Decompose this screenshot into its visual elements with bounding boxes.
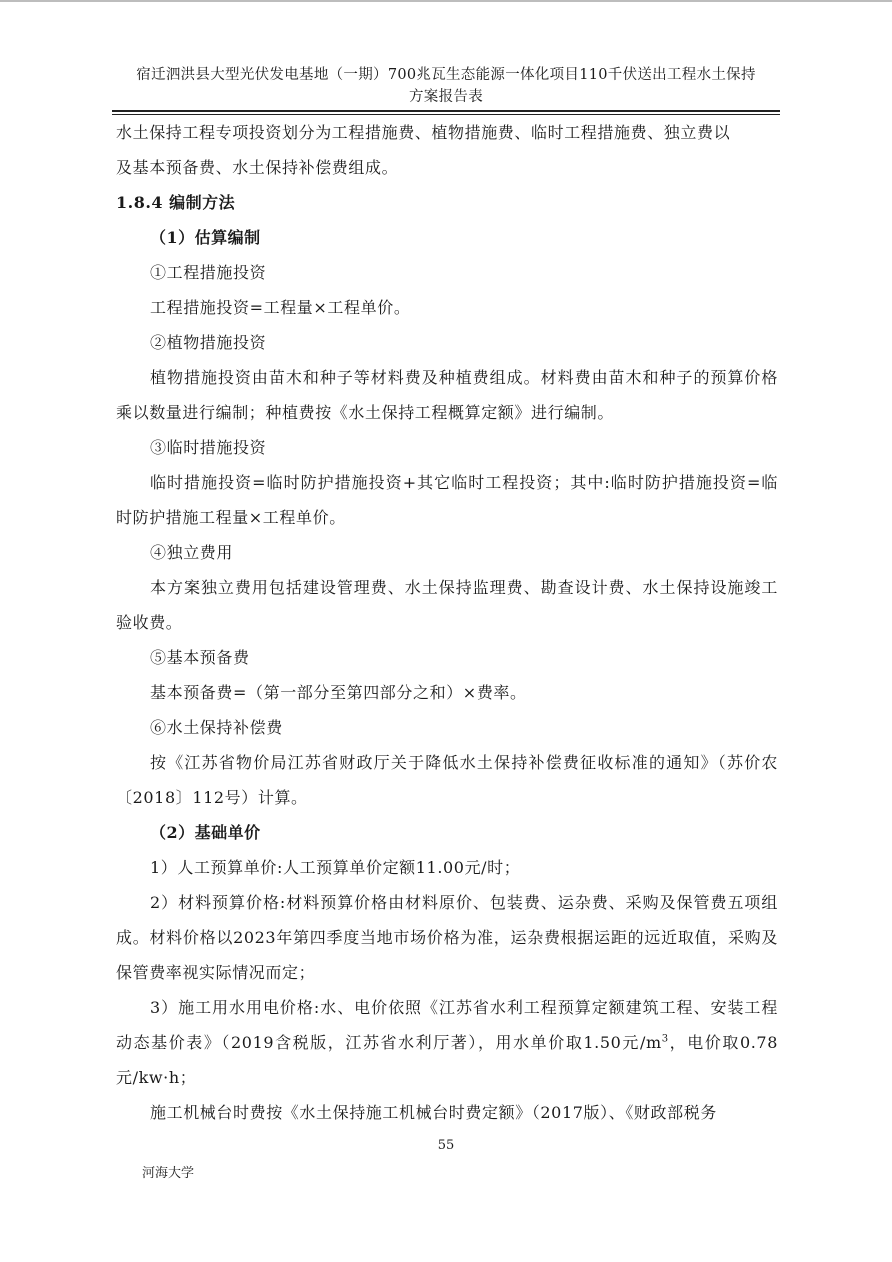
header-title-line-1: 宿迁泗洪县大型光伏发电基地（一期）700兆瓦生态能源一体化项目110千伏送出工程水土保持 [136,67,756,83]
price-item-1: 1）人工预算单价:人工预算单价定额11.00元/时； [150,858,521,877]
section-title: 1.8.4 编制方法 [116,193,236,212]
item-6-title: ⑥水土保持补偿费 [150,718,283,737]
price-item-3 [116,990,778,1095]
intro-paragraph [116,115,778,185]
footer-institution: 河海大学 [142,1166,195,1181]
subsection-title-base-price: （2）基础单价 [150,823,261,842]
item-3-text: 临时措施投资=临时防护措施投资+其它临时工程投资；其中:临时防护措施投资=临时防护措施工程量×工程单价。 [116,473,778,527]
document-body [116,115,778,1130]
item-3-title: ③临时措施投资 [150,438,267,457]
price-item-4: 施工机械台时费按《水土保持施工机械台时费定额》（2017版）、《财政部税务 [150,1103,717,1122]
cubic-superscript: 3 [661,1033,669,1045]
header-rule-thick [112,110,780,112]
item-4-title: ④独立费用 [150,543,234,562]
item-2-text: 植物措施投资由苗木和种子等材料费及种植费组成。材料费由苗木和种子的预算价格乘以数量进行编制；种植费按《水土保持工程概算定额》进行编制。 [116,368,778,422]
page-number: 55 [437,1138,455,1153]
item-6-text: 按《江苏省物价局江苏省财政厅关于降低水土保持补偿费征收标准的通知》（苏价农〔2018〕112号）计算。 [116,753,778,807]
item-4-text: 本方案独立费用包括建设管理费、水土保持监理费、勘查设计费、水土保持设施竣工验收费。 [116,578,778,632]
item-2-title: ②植物措施投资 [150,333,267,352]
item-5-text: 基本预备费=（第一部分至第四部分之和）×费率。 [150,683,527,702]
item-5-title: ⑤基本预备费 [150,648,250,667]
item-1-text: 工程措施投资=工程量×工程单价。 [150,298,411,317]
price-item-3-text-a: 3）施工用水用电价格:水、电价依照《江苏省水利工程预算定额建筑工程、安装工程动态基价表》（2019含税版，江苏省水利厅著），用水单价取1.50元/m [116,998,778,1052]
header-title-line-2: 方案报告表 [409,89,483,105]
page-header [112,64,780,108]
subsection-title-estimate: （1）估算编制 [150,228,261,247]
price-item-2: 2）材料预算价格:材料预算价格由材料原价、包装费、运杂费、采购及保管费五项组成。材料价格以2023年第四季度当地市场价格为准，运杂费根据运距的远近取值，采购及保管费率视实际情况而定； [116,893,778,982]
item-1-title: ①工程措施投资 [150,263,267,282]
intro-line-2: 及基本预备费、水土保持补偿费组成。 [116,158,399,177]
price-item-3-text-b: ，电价取0.78元/kw·h； [116,1033,778,1087]
intro-line-1: 水土保持工程专项投资划分为工程措施费、植物措施费、临时工程措施费、独立费以 [116,123,731,142]
